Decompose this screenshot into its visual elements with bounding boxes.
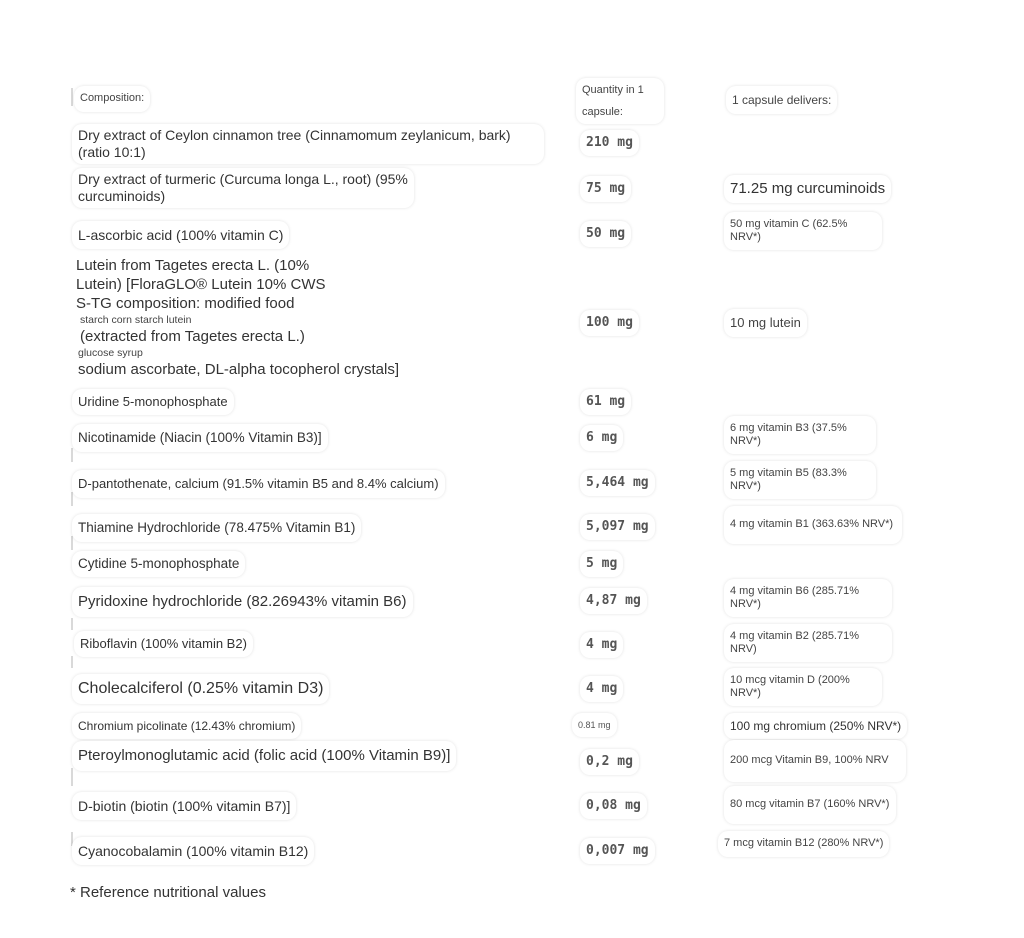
composition-cell: Nicotinamide (Niacin (100% Vitamin B3)] (72, 424, 328, 452)
composition-cell: Cholecalciferol (0.25% vitamin D3) (72, 674, 329, 704)
row-divider (71, 536, 73, 550)
composition-line: S-TG composition: modified food (76, 295, 295, 312)
composition-line: (extracted from Tagetes erecta L.) (80, 328, 305, 345)
row-divider (71, 448, 73, 462)
delivers-cell: 71.25 mg curcuminoids (724, 175, 891, 203)
delivers-cell: 6 mg vitamin B3 (37.5% NRV*) (724, 416, 876, 454)
quantity-cell: 100 mg (580, 310, 639, 336)
quantity-cell: 210 mg (580, 130, 639, 156)
quantity-cell: 50 mg (580, 221, 631, 247)
composition-line: Lutein) [FloraGLO® Lutein 10% CWS (76, 276, 326, 293)
quantity-cell: 61 mg (580, 389, 631, 415)
composition-cell: Dry extract of turmeric (Curcuma longa L., root) (95% curcuminoids) (72, 168, 414, 208)
composition-line: Lutein from Tagetes erecta L. (10% (76, 257, 310, 274)
composition-line: glucose syrup (78, 347, 143, 359)
row-divider (71, 492, 73, 506)
quantity-cell: 0,08 mg (580, 793, 647, 819)
delivers-cell: 4 mg vitamin B6 (285.71% NRV*) (724, 579, 892, 617)
composition-cell: Cytidine 5-monophosphate (72, 551, 245, 577)
composition-line: sodium ascorbate, DL-alpha tocopherol crystals] (78, 361, 399, 378)
composition-cell: Riboflavin (100% vitamin B2) (74, 631, 253, 657)
delivers-cell: 7 mcg vitamin B12 (280% NRV*) (718, 831, 889, 857)
quantity-cell: 4 mg (580, 676, 623, 702)
row-divider (71, 618, 73, 630)
delivers-cell: 50 mg vitamin C (62.5% NRV*) (724, 212, 882, 250)
quantity-cell: 6 mg (580, 425, 623, 451)
quantity-cell: 5,464 mg (580, 470, 655, 496)
delivers-cell: 200 mcg Vitamin B9, 100% NRV (724, 740, 906, 782)
delivers-cell: 10 mg lutein (724, 309, 807, 337)
quantity-cell: 75 mg (580, 176, 631, 202)
quantity-cell: 0,007 mg (580, 838, 655, 864)
quantity-cell: 0,2 mg (580, 749, 639, 775)
composition-cell: Chromium picolinate (12.43% chromium) (72, 713, 301, 739)
composition-cell: L-ascorbic acid (100% vitamin C) (72, 221, 289, 249)
composition-line: starch corn starch lutein (80, 314, 192, 326)
composition-cell: Pteroylmonoglutamic acid (folic acid (100% Vitamin B9)] (72, 741, 456, 771)
composition-cell: Pyridoxine hydrochloride (82.26943% vitamin B6) (72, 587, 413, 617)
quantity-cell: 5,097 mg (580, 514, 655, 540)
row-divider (71, 88, 73, 106)
composition-cell: Dry extract of Ceylon cinnamon tree (Cinnamomum zeylanicum, bark) (ratio 10:1) (72, 124, 544, 164)
delivers-cell: 4 mg vitamin B1 (363.63% NRV*) (724, 506, 902, 544)
composition-cell: Thiamine Hydrochloride (78.475% Vitamin B1) (72, 514, 361, 542)
header-composition: Composition: (74, 86, 150, 112)
header-quantity: Quantity in 1 capsule: (576, 78, 664, 124)
header-delivers: 1 capsule delivers: (726, 86, 837, 114)
delivers-cell: 10 mcg vitamin D (200% NRV*) (724, 668, 882, 706)
quantity-cell: 5 mg (580, 551, 623, 577)
delivers-cell: 80 mcg vitamin B7 (160% NRV*) (724, 786, 896, 824)
composition-cell: D-biotin (biotin (100% vitamin B7)] (72, 792, 296, 820)
delivers-cell: 4 mg vitamin B2 (285.71% NRV) (724, 624, 892, 662)
footnote: * Reference nutritional values (70, 884, 266, 901)
quantity-cell: 4 mg (580, 632, 623, 658)
composition-cell-lutein (76, 256, 436, 379)
delivers-cell: 100 mg chromium (250% NRV*) (724, 713, 907, 739)
composition-cell: Cyanocobalamin (100% vitamin B12) (72, 837, 314, 865)
composition-cell: Uridine 5-monophosphate (72, 389, 234, 415)
quantity-cell: 4,87 mg (580, 588, 647, 614)
delivers-cell: 5 mg vitamin B5 (83.3% NRV*) (724, 461, 876, 499)
row-divider (71, 656, 73, 668)
composition-cell: D-pantothenate, calcium (91.5% vitamin B5 and 8.4% calcium) (72, 470, 445, 498)
quantity-cell: 0.81 mg (572, 713, 617, 737)
row-divider (71, 768, 73, 786)
